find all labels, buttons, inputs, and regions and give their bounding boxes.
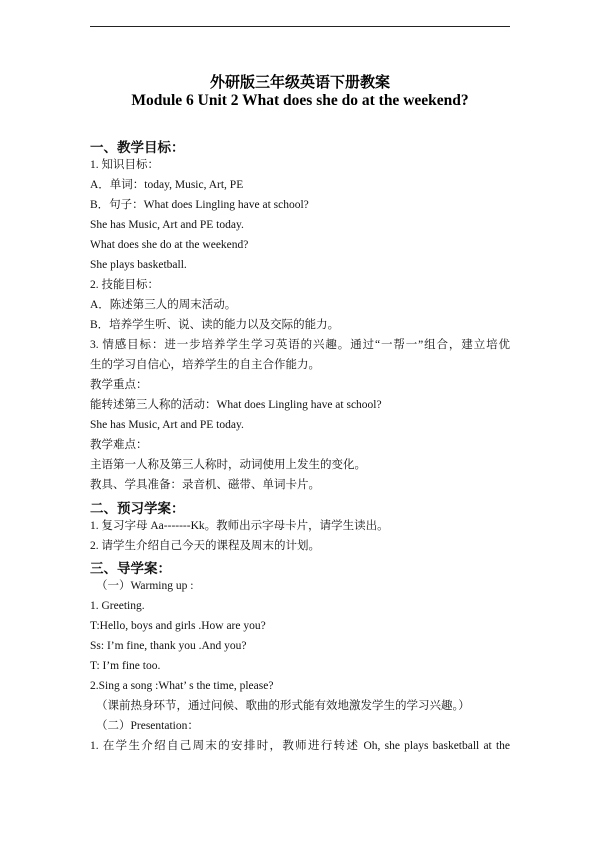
text-line: （一）Warming up : — [96, 580, 194, 592]
text-line: 2. 技能目标： — [90, 279, 159, 291]
text-line: 主语第一人称及第三人称时，动词使用上发生的变化。 — [90, 459, 366, 471]
text-line: 1. 知识目标： — [90, 159, 159, 171]
text-line: 2.Sing a song :What’ s the time, please? — [90, 680, 274, 692]
text-line: She has Music, Art and PE today. — [90, 219, 244, 231]
text-line: A．单词：today, Music, Art, PE — [90, 179, 244, 191]
text-line: 1. Greeting. — [90, 600, 145, 612]
text-line: 能转述第三人称的活动：What does Lingling have at school? — [90, 399, 382, 411]
document-subtitle: Module 6 Unit 2 What does she do at the weekend? — [131, 92, 469, 109]
text-line: What does she do at the weekend? — [90, 239, 249, 251]
text-line: Ss: I’m fine, thank you .And you? — [90, 640, 247, 652]
text-line: She has Music, Art and PE today. — [90, 419, 244, 431]
text-line: 生的学习自信心，培养学生的自主合作能力。 — [90, 359, 320, 371]
text-line: 教学难点： — [90, 439, 148, 451]
section-heading-objectives: 一、教学目标： — [90, 140, 185, 156]
text-line: A．陈述第三人的周末活动。 — [90, 299, 237, 311]
text-line: （课前热身环节，通过问候、歌曲的形式能有效地激发学生的学习兴趣。） — [96, 700, 470, 712]
text-line: 3. 情感目标：进一步培养学生学习英语的兴趣。通过“一帮一”组合，建立培优 — [90, 339, 510, 351]
text-line: T:Hello, boys and girls .How are you? — [90, 620, 266, 632]
text-line: （二）Presentation： — [96, 720, 199, 732]
section-heading-guide: 三、导学案： — [90, 561, 171, 577]
text-line: She plays basketball. — [90, 259, 187, 271]
text-line: 1. 在学生介绍自己周末的安排时，教师进行转述 Oh, she plays basketball at the — [90, 740, 510, 752]
section-heading-preview: 二、预习学案： — [90, 501, 185, 517]
text-line: 2. 请学生介绍自己今天的课程及周末的计划。 — [90, 540, 320, 552]
text-line: B．句子：What does Lingling have at school? — [90, 199, 309, 211]
text-line: B．培养学生听、说、读的能力以及交际的能力。 — [90, 319, 340, 331]
text-line: T: I’m fine too. — [90, 660, 161, 672]
text-line: 教具、学具准备：录音机、磁带、单词卡片。 — [90, 479, 320, 491]
text-line: 教学重点： — [90, 379, 148, 391]
text-line: 1. 复习字母 Aa-------Kk。教师出示字母卡片，请学生读出。 — [90, 520, 389, 532]
document-title: 外研版三年级英语下册教案 — [209, 73, 390, 91]
header-rule — [90, 26, 510, 27]
